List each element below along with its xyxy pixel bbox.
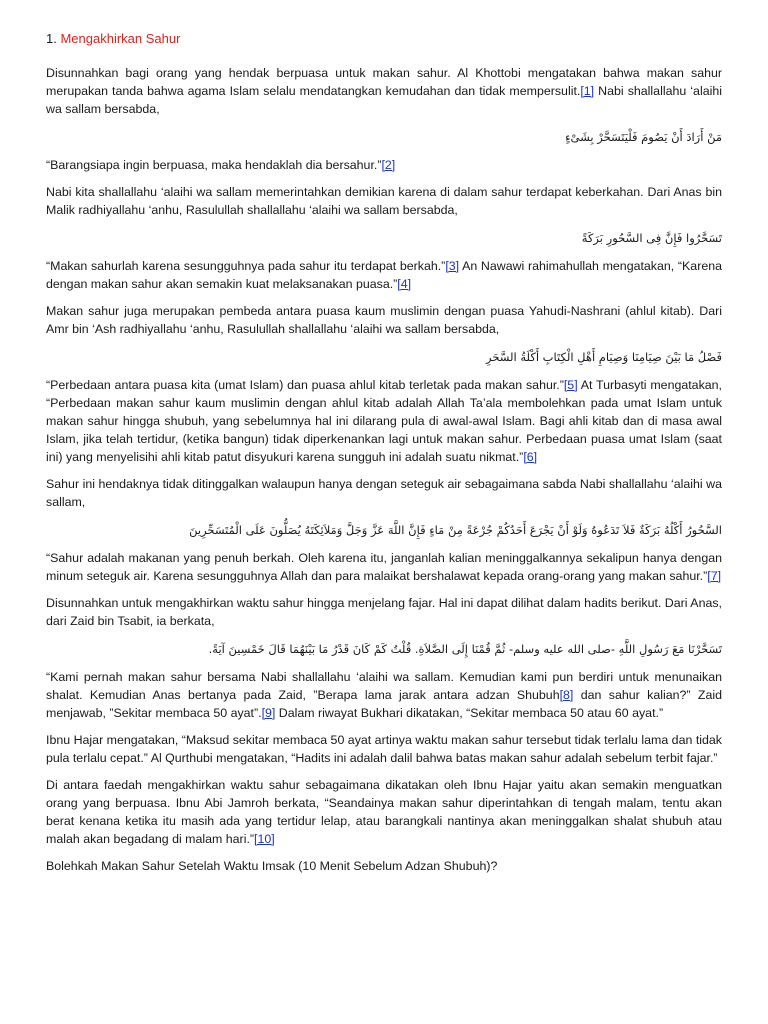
- paragraph: [46, 857, 722, 875]
- paragraph: [46, 475, 722, 511]
- paragraph-text: “Barangsiapa ingin berpuasa, maka hendaklah dia bersahur.”: [46, 158, 382, 172]
- document-body: [46, 64, 722, 875]
- paragraph-text: Di antara faedah mengakhirkan waktu sahur sebagaimana dikatakan oleh Ibnu Hajar yaitu akan semakin menguatkan orang yang berpuasa. Ibnu Abi Jamroh berkata, “Seandainya makan sahur diperintahkan di tengah malam, tentu akan berat kenana ketika itu masih ada yang tertidur lelap, atau barangkali nantinya akan meninggalkan shalat shubuh atau malah akan begadang di malam hari.”: [46, 778, 722, 846]
- footnote-link[interactable]: [4]: [397, 277, 412, 291]
- paragraph-text: An Nawawi rahimahullah mengatakan, “Karena dengan makan sahur akan semakin kuat melaksanakan puasa.”: [46, 259, 722, 291]
- footnote-link[interactable]: [7]: [707, 569, 722, 583]
- paragraph-text: dan sahur kalian?” Zaid menjawab, ”Sekitar membaca 50 ayat”.: [46, 688, 722, 720]
- section-heading: [46, 30, 722, 48]
- paragraph-text: Sahur ini hendaknya tidak ditinggalkan walaupun hanya dengan seteguk air sebagaimana sabda Nabi shallallahu ‘alaihi wa sallam,: [46, 477, 722, 509]
- paragraph-text: Bolehkah Makan Sahur Setelah Waktu Imsak (10 Menit Sebelum Adzan Shubuh)?: [46, 859, 498, 873]
- footnote-link[interactable]: [8]: [559, 688, 574, 702]
- paragraph: [46, 183, 722, 219]
- arabic-hadith-text: تَسَحَّرْنَا مَعَ رَسُولِ اللَّهِ -صلى الله عليه وسلم- ثُمَّ قُمْنَا إِلَى الصَّلاَةِ. قُلْتُ كَمْ كَانَ قَدْرُ مَا بَيْنَهُمَا قَالَ خَمْسِينَ آيَةً.: [208, 642, 722, 656]
- paragraph: [46, 731, 722, 767]
- paragraph: [46, 549, 722, 585]
- paragraph-text: Ibnu Hajar mengatakan, “Maksud sekitar membaca 50 ayat artinya waktu makan sahur tersebut tidak terlalu lama dan tidak pula terlalu cepat.” Al Qurthubi mengatakan, “Hadits ini adalah dalil bahwa batas makan sahur adalah sebelum terbit fajar.”: [46, 733, 722, 765]
- paragraph: [46, 594, 722, 630]
- footnote-link[interactable]: [9]: [261, 706, 276, 720]
- paragraph-text: Nabi shallallahu ‘alaihi wa sallam bersabda,: [46, 84, 722, 116]
- arabic-hadith-text: مَنْ أَرَادَ أَنْ يَصُومَ فَلْيَتَسَحَّرْ بِشَىْءٍ: [565, 130, 722, 144]
- arabic-hadith-text: السَّحُورُ أَكْلُهُ بَرَكَةٌ فَلاَ تَدَعُوهُ وَلَوْ أَنْ يَجْرَعَ أَحَدُكُمْ جُرْعَةً مِنْ مَاءٍ فَإِنَّ اللَّهَ عَزَّ وَجَلَّ وَمَلاَئِكَتَهُ يُصَلُّونَ عَلَى الْمُتَسَحِّرِينَ: [189, 523, 722, 537]
- heading-number: 1.: [46, 31, 57, 46]
- footnote-link[interactable]: [10]: [254, 832, 275, 846]
- heading-title: Mengakhirkan Sahur: [60, 31, 181, 46]
- paragraph-text: Disunnahkan untuk mengakhirkan waktu sahur hingga menjelang fajar. Hal ini dapat dilihat dalam hadits berikut. Dari Anas, dari Zaid bin Tsabit, ia berkata,: [46, 596, 722, 628]
- footnote-link[interactable]: [5]: [563, 378, 578, 392]
- arabic-hadith-text: فَصْلُ مَا بَيْنَ صِيَامِنَا وَصِيَامِ أَهْلِ الْكِتَابِ أَكْلَةُ السَّحَرِ: [486, 350, 722, 364]
- footnote-link[interactable]: [3]: [445, 259, 460, 273]
- paragraph: [46, 64, 722, 118]
- paragraph-text: Makan sahur juga merupakan pembeda antara puasa kaum muslimin dengan puasa Yahudi-Nashrani (ahlul kitab). Dari Amr bin ‘Ash radhiyallahu ‘anhu, Rasulullah shallallahu ‘alaihi wa sallam bersabda,: [46, 304, 722, 336]
- footnote-link[interactable]: [1]: [580, 84, 595, 98]
- paragraph: [46, 776, 722, 848]
- paragraph-text: “Perbedaan antara puasa kita (umat Islam) dan puasa ahlul kitab terletak pada makan sahur.”: [46, 378, 564, 392]
- paragraph: [46, 376, 722, 466]
- paragraph-text: Dalam riwayat Bukhari dikatakan, “Sekitar membaca 50 atau 60 ayat.”: [275, 706, 664, 720]
- paragraph-text: Disunnahkan bagi orang yang hendak berpuasa untuk makan sahur. Al Khottobi mengatakan bahwa makan sahur merupakan tanda bahwa agama Islam selalu mendatangkan kemudahan dan tidak mempersulit.: [46, 66, 722, 98]
- paragraph-text: At Turbasyti mengatakan, “Perbedaan makan sahur kaum muslimin dengan ahlul kitab adalah Allah Ta’ala membolehkan pada umat Islam untuk makan sahur hingga shubuh, yang sebelumnya hal ini dilarang pula di awal-awal Islam. Bagi ahli kitab dan di masa awal Islam, jika telah tertidur, (ketika bangun) tidak diperkenankan lagi untuk makan sahur. Perbedaan puasa umat Islam (saat ini) yang menyelisihi ahli kitab patut disyukuri karena sungguh ini adalah suatu nikmat.”: [46, 378, 722, 464]
- document-page: [46, 30, 722, 884]
- paragraph-text: “Kami pernah makan sahur bersama Nabi shallallahu ‘alaihi wa sallam. Kemudian kami pun berdiri untuk menunaikan shalat. Kemudian Anas bertanya pada Zaid, ”Berapa lama jarak antara adzan Shubuh: [46, 670, 722, 702]
- arabic-hadith-text: تَسَحَّرُوا فَإِنَّ فِى السَّحُورِ بَرَكَةً: [581, 231, 722, 245]
- paragraph: [46, 668, 722, 722]
- paragraph-text: Nabi kita shallallahu ‘alaihi wa sallam memerintahkan demikian karena di dalam sahur terdapat keberkahan. Dari Anas bin Malik radhiyallahu ‘anhu, Rasulullah shallallahu ‘alaihi wa sallam bersabda,: [46, 185, 722, 217]
- paragraph-text: “Makan sahurlah karena sesungguhnya pada sahur itu terdapat berkah.”: [46, 259, 446, 273]
- paragraph: [46, 156, 722, 174]
- paragraph: [46, 302, 722, 338]
- paragraph-text: “Sahur adalah makanan yang penuh berkah. Oleh karena itu, janganlah kalian meninggalkannya sekalipun hanya dengan minum seteguk air. Karena sesungguhnya Allah dan para malaikat bershalawat kepada orang-orang yang makan sahur.”: [46, 551, 722, 583]
- footnote-link[interactable]: [2]: [381, 158, 396, 172]
- paragraph: [46, 257, 722, 293]
- footnote-link[interactable]: [6]: [523, 450, 538, 464]
